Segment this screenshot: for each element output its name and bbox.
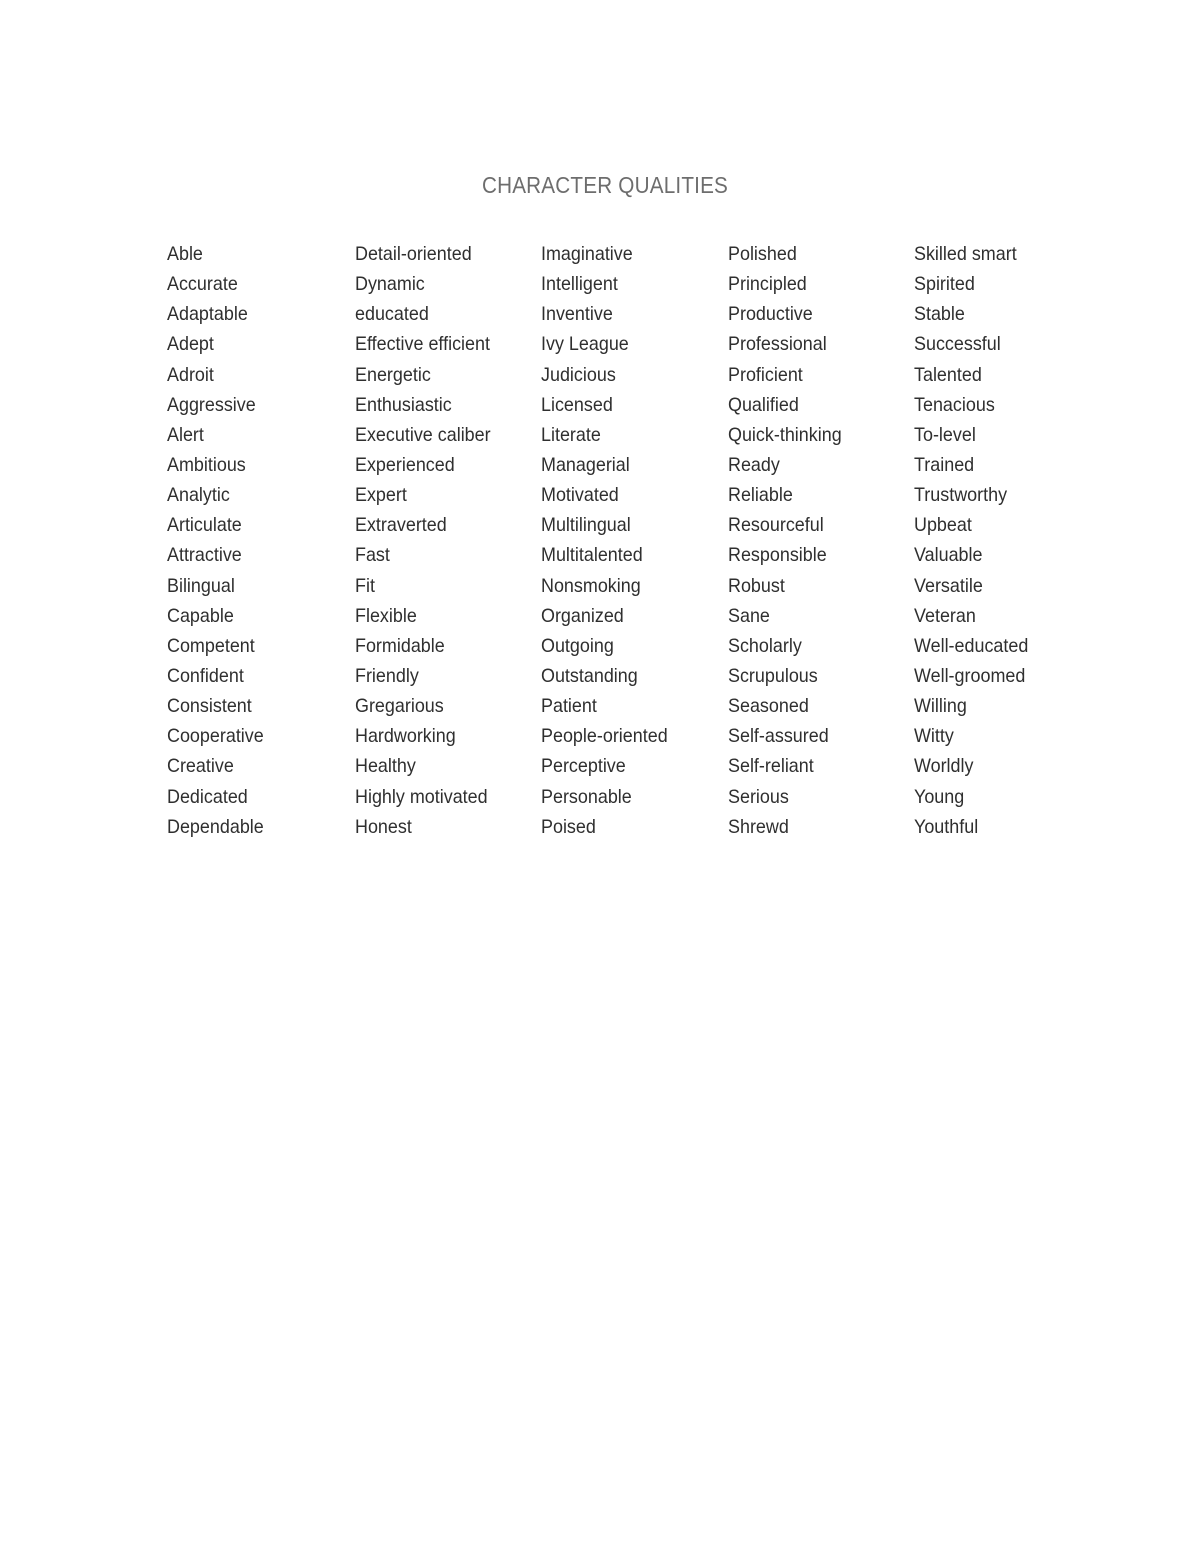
quality-word: Valuable bbox=[914, 544, 983, 567]
quality-word: Executive caliber bbox=[355, 423, 491, 446]
quality-word: Scholarly bbox=[728, 634, 802, 657]
quality-word: Quick-thinking bbox=[728, 423, 842, 446]
quality-word: Inventive bbox=[541, 303, 613, 326]
quality-word: Willing bbox=[914, 695, 967, 718]
quality-word: Productive bbox=[728, 303, 813, 326]
quality-word: Ambitious bbox=[167, 453, 246, 476]
quality-word: Analytic bbox=[167, 484, 230, 507]
quality-word: Stable bbox=[914, 303, 965, 326]
quality-word: Healthy bbox=[355, 755, 416, 778]
quality-word: Successful bbox=[914, 333, 1001, 356]
quality-word: Young bbox=[914, 785, 965, 808]
quality-word: Outstanding bbox=[541, 664, 638, 687]
quality-word: Enthusiastic bbox=[355, 393, 452, 416]
quality-word: Qualified bbox=[728, 393, 799, 416]
quality-word: Gregarious bbox=[355, 695, 444, 718]
quality-word: Spirited bbox=[914, 273, 975, 296]
quality-word: Patient bbox=[541, 695, 597, 718]
quality-word: Friendly bbox=[355, 664, 419, 687]
word-column-1 bbox=[167, 239, 347, 842]
quality-word: Witty bbox=[914, 725, 954, 748]
quality-word: Personable bbox=[541, 785, 632, 808]
quality-word: Cooperative bbox=[167, 725, 264, 748]
quality-word: Worldly bbox=[914, 755, 974, 778]
document-title: CHARACTER QUALITIES bbox=[481, 172, 729, 198]
quality-word: Outgoing bbox=[541, 634, 614, 657]
quality-word: Dynamic bbox=[355, 273, 425, 296]
quality-word: Articulate bbox=[167, 514, 242, 537]
quality-word: Ready bbox=[728, 453, 780, 476]
quality-word: Extraverted bbox=[355, 514, 447, 537]
quality-word: To-level bbox=[914, 423, 976, 446]
quality-word: Shrewd bbox=[728, 815, 789, 838]
quality-word: Effective efficient bbox=[355, 333, 490, 356]
quality-word: Capable bbox=[167, 604, 234, 627]
quality-word: Multitalented bbox=[541, 544, 643, 567]
quality-word: Well-educated bbox=[914, 634, 1029, 657]
quality-word: Nonsmoking bbox=[541, 574, 641, 597]
quality-word: Veteran bbox=[914, 604, 976, 627]
quality-word: Reliable bbox=[728, 484, 793, 507]
quality-word: Adept bbox=[167, 333, 214, 356]
quality-word: Fast bbox=[355, 544, 390, 567]
quality-word: Consistent bbox=[167, 695, 252, 718]
word-column-3 bbox=[541, 239, 721, 842]
quality-word: Literate bbox=[541, 423, 601, 446]
quality-word: Trustworthy bbox=[914, 484, 1008, 507]
quality-word: Managerial bbox=[541, 453, 630, 476]
quality-word: Responsible bbox=[728, 544, 827, 567]
quality-word: Versatile bbox=[914, 574, 983, 597]
quality-word: Honest bbox=[355, 815, 412, 838]
quality-word: Well-groomed bbox=[914, 664, 1026, 687]
quality-word: Competent bbox=[167, 634, 255, 657]
quality-word: Confident bbox=[167, 664, 244, 687]
quality-word: Tenacious bbox=[914, 393, 995, 416]
quality-word: Adroit bbox=[167, 363, 214, 386]
quality-word: Detail-oriented bbox=[355, 243, 472, 265]
quality-word: Ivy League bbox=[541, 333, 629, 356]
quality-word: Self-assured bbox=[728, 725, 829, 748]
quality-word: Adaptable bbox=[167, 303, 248, 326]
quality-word: Dependable bbox=[167, 815, 264, 838]
quality-word: Flexible bbox=[355, 604, 417, 627]
qualities-columns bbox=[167, 239, 1047, 859]
quality-word: Skilled smart bbox=[914, 243, 1017, 265]
quality-word: Talented bbox=[914, 363, 982, 386]
quality-word: Perceptive bbox=[541, 755, 626, 778]
quality-word: Judicious bbox=[541, 363, 616, 386]
quality-word: Aggressive bbox=[167, 393, 256, 416]
quality-word: Accurate bbox=[167, 273, 238, 296]
quality-word: Polished bbox=[728, 243, 797, 265]
quality-word: Intelligent bbox=[541, 273, 618, 296]
word-column-5 bbox=[914, 239, 1094, 842]
quality-word: Bilingual bbox=[167, 574, 235, 597]
quality-word: Robust bbox=[728, 574, 785, 597]
quality-word: People-oriented bbox=[541, 725, 668, 748]
quality-word: Formidable bbox=[355, 634, 445, 657]
quality-word: Creative bbox=[167, 755, 234, 778]
quality-word: Trained bbox=[914, 453, 975, 476]
quality-word: Youthful bbox=[914, 815, 979, 838]
quality-word: Sane bbox=[728, 604, 770, 627]
quality-word: Resourceful bbox=[728, 514, 824, 537]
word-column-4 bbox=[728, 239, 908, 842]
quality-word: Hardworking bbox=[355, 725, 456, 748]
quality-word: Self-reliant bbox=[728, 755, 814, 778]
quality-word: Multilingual bbox=[541, 514, 631, 537]
quality-word: Dedicated bbox=[167, 785, 248, 808]
quality-word: Professional bbox=[728, 333, 827, 356]
quality-word: Motivated bbox=[541, 484, 619, 507]
quality-word: educated bbox=[355, 303, 429, 326]
quality-word: Attractive bbox=[167, 544, 242, 567]
quality-word: Poised bbox=[541, 815, 596, 838]
quality-word: Energetic bbox=[355, 363, 431, 386]
quality-word: Experienced bbox=[355, 453, 455, 476]
quality-word: Serious bbox=[728, 785, 789, 808]
quality-word: Organized bbox=[541, 604, 624, 627]
quality-word: Alert bbox=[167, 423, 204, 446]
quality-word: Scrupulous bbox=[728, 664, 818, 687]
quality-word: Highly motivated bbox=[355, 785, 488, 808]
quality-word: Proficient bbox=[728, 363, 803, 386]
quality-word: Seasoned bbox=[728, 695, 809, 718]
quality-word: Principled bbox=[728, 273, 807, 296]
word-column-2 bbox=[355, 239, 535, 842]
quality-word: Fit bbox=[355, 574, 375, 597]
quality-word: Able bbox=[167, 243, 203, 265]
quality-word: Upbeat bbox=[914, 514, 972, 537]
quality-word: Imaginative bbox=[541, 243, 633, 265]
quality-word: Licensed bbox=[541, 393, 613, 416]
quality-word: Expert bbox=[355, 484, 407, 507]
